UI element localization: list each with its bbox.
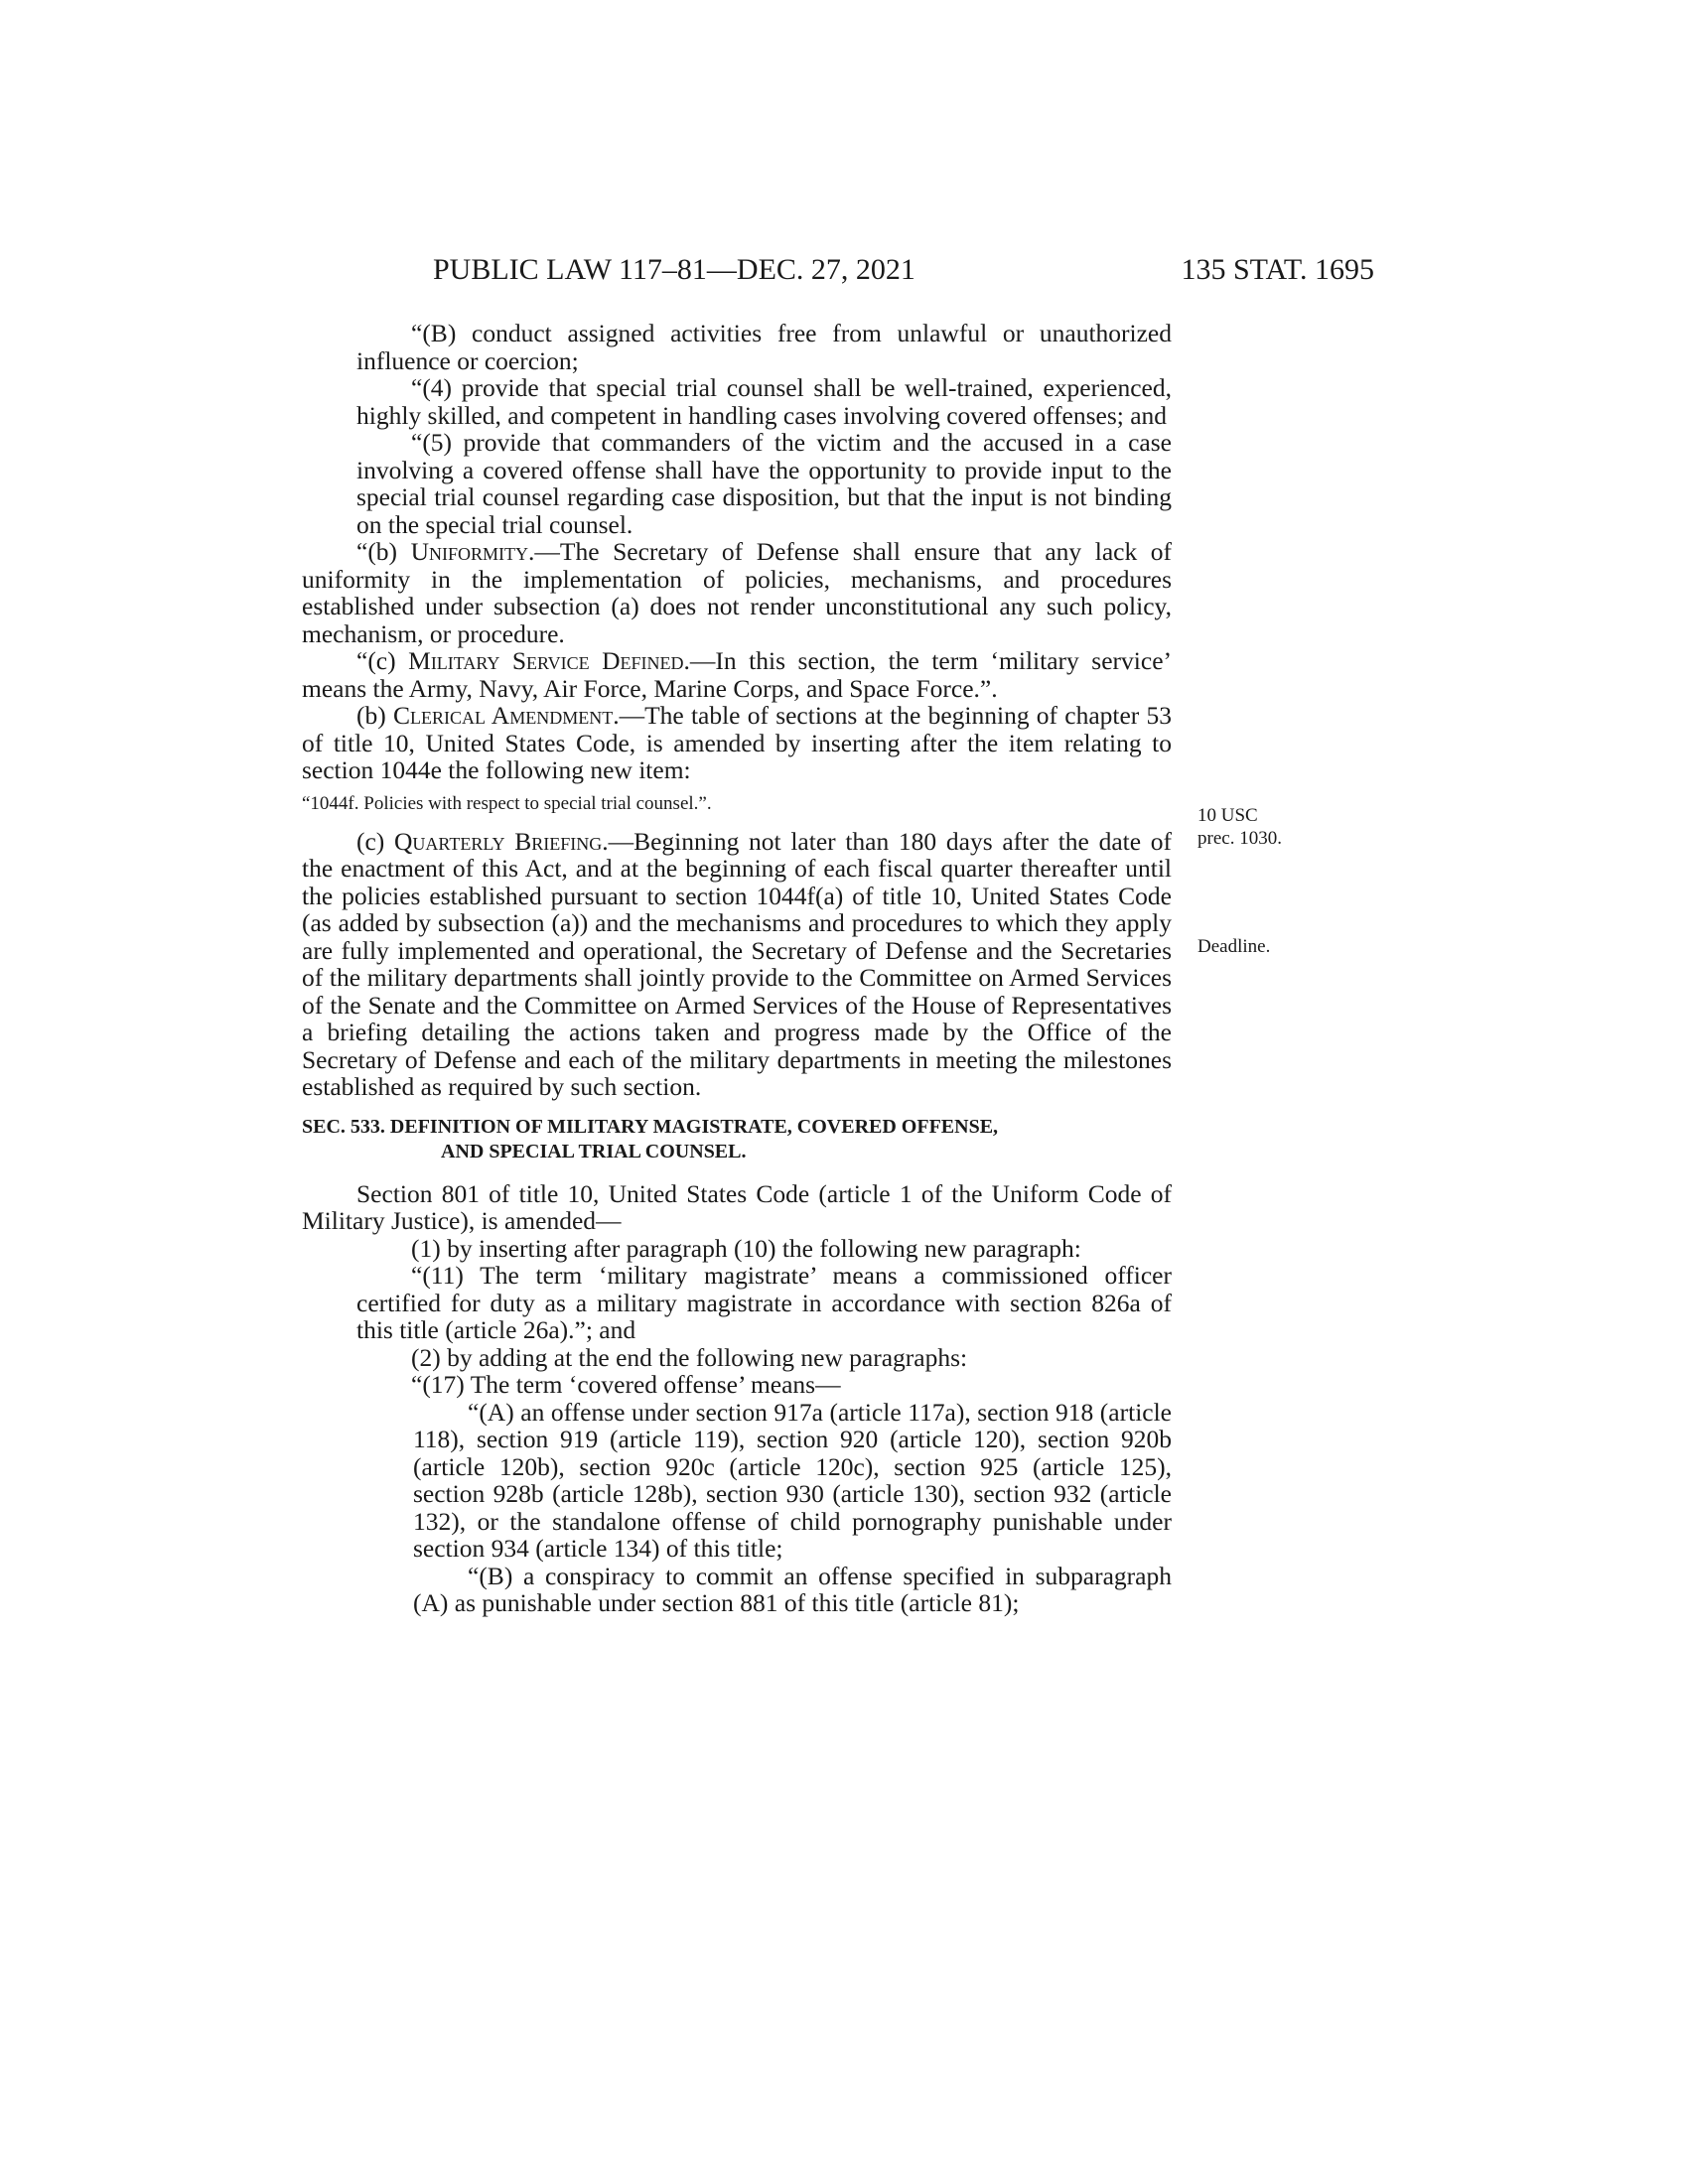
usc-line-1: 10 USC (1197, 805, 1258, 826)
subsection-text: .—In this section, the term ‘military service’ means the Army, Navy, Air Force, Marine Corps, and Space Force.”. (302, 646, 1172, 703)
section-801-intro: Section 801 of title 10, United States Code (article 1 of the Uniform Code of Military Justice), is amended— (302, 1178, 1172, 1235)
section-heading-line1: SEC. 533. DEFINITION OF MILITARY MAGISTRATE, COVERED OFFENSE, (302, 1115, 999, 1138)
subsection-heading: Uniformity (410, 537, 529, 566)
page-header (433, 250, 1374, 290)
covered-offense-b: “(B) a conspiracy to commit an offense specified in subparagraph (A) as punishable under section 881 of this title (article 81); (413, 1561, 1172, 1617)
subsection-text: .—Beginning not later than 180 days after the date of the enactment of this Act, and at the beginning of each fiscal quarter thereafter until the policies established pursuant to section 1044f(a) of title 10, United States Code (as added by subsection (a)) and the mechanisms and procedures to which they apply are fully implemented and operational, the Secretary of Defense and the Secretaries of the military departments shall jointly provide to the Committee on Armed Services of the Senate and the Committee on Armed Services of the House of Representatives a briefing detailing the actions taken and progress made by the Office of the Secretary of Defense and each of the military departments in meeting the milestones established as required by such section. (302, 826, 1172, 1101)
statute-page-number: 135 STAT. 1695 (1181, 253, 1374, 286)
section-heading-line2: AND SPECIAL TRIAL COUNSEL. (441, 1140, 747, 1162)
subsection-label: (b) (356, 701, 393, 730)
subsection-heading: Clerical Amendment (392, 701, 614, 730)
subsection-label: “(c) (356, 646, 409, 675)
subsection-heading: Quarterly Briefing (394, 826, 603, 856)
paragraph-5-commanders-input: “(5) provide that commanders of the victim and the accused in a case involving a covered offense shall have the opportunity to provide input to the special trial counsel regarding case disposition, but that the input is not binding on the special trial counsel. (356, 428, 1172, 539)
section-heading (302, 1115, 1172, 1164)
subsection-label: (c) (356, 826, 394, 856)
definition-covered-offense: “(17) The term ‘covered offense’ means— (411, 1370, 841, 1399)
definition-military-magistrate: “(11) The term ‘military magistrate’ means a commissioned officer certified for duty as a military magistrate in accordance with section 826a of this title (article 26a).”; and (356, 1261, 1172, 1344)
quarterly-briefing (302, 828, 1172, 1101)
usc-line-2: prec. 1030. (1197, 828, 1282, 849)
subsection-text: .—The Secretary of Defense shall ensure that any lack of uniformity in the implementation of policies, mechanisms, and procedures established under subsection (a) does not render unconstitutional any such policy, mechanism, or procedure. (302, 537, 1172, 648)
table-of-sections-item: “1044f. Policies with respect to special trial counsel.”. (302, 792, 712, 814)
subsection-text: .—The table of sections at the beginning of chapter 53 of title 10, United States Code, is amended by inserting after the item relating to section 1044e the following new item: (302, 701, 1173, 784)
paragraph-b-conduct: “(B) conduct assigned activities free from unlawful or unauthorized influence or coercion; (356, 319, 1172, 375)
subsection-c-military-service (302, 647, 1172, 702)
deadline-margin-note: Deadline. (1197, 936, 1271, 957)
amendment-item-2: (2) by adding at the end the following new paragraphs: (411, 1342, 968, 1372)
subsection-heading: Military Service Defined (408, 646, 684, 675)
paragraph-4-well-trained: “(4) provide that special trial counsel shall be well-trained, experienced, highly skilled, and competent in handling cases involving covered offenses; and (356, 373, 1172, 430)
body-text (302, 320, 1172, 1617)
subsection-b-uniformity (302, 538, 1172, 647)
clerical-amendment (302, 702, 1172, 784)
subsection-label: “(b) (356, 537, 411, 566)
usc-margin-note (1197, 804, 1282, 850)
amendment-item-1: (1) by inserting after paragraph (10) the following new paragraph: (411, 1233, 1081, 1263)
public-law-citation: PUBLIC LAW 117–81—DEC. 27, 2021 (433, 253, 915, 286)
covered-offense-a: “(A) an offense under section 917a (article 117a), section 918 (article 118), section 919 (article 119), section 920 (article 120), section 920b (article 120b), section 920c (article 120c), section 925 (article 125), section 928b (article 128b), section 930 (article 130), section 932 (article 132), or the standalone offense of child pornography punishable under section 934 (article 134) of this title; (413, 1397, 1172, 1563)
